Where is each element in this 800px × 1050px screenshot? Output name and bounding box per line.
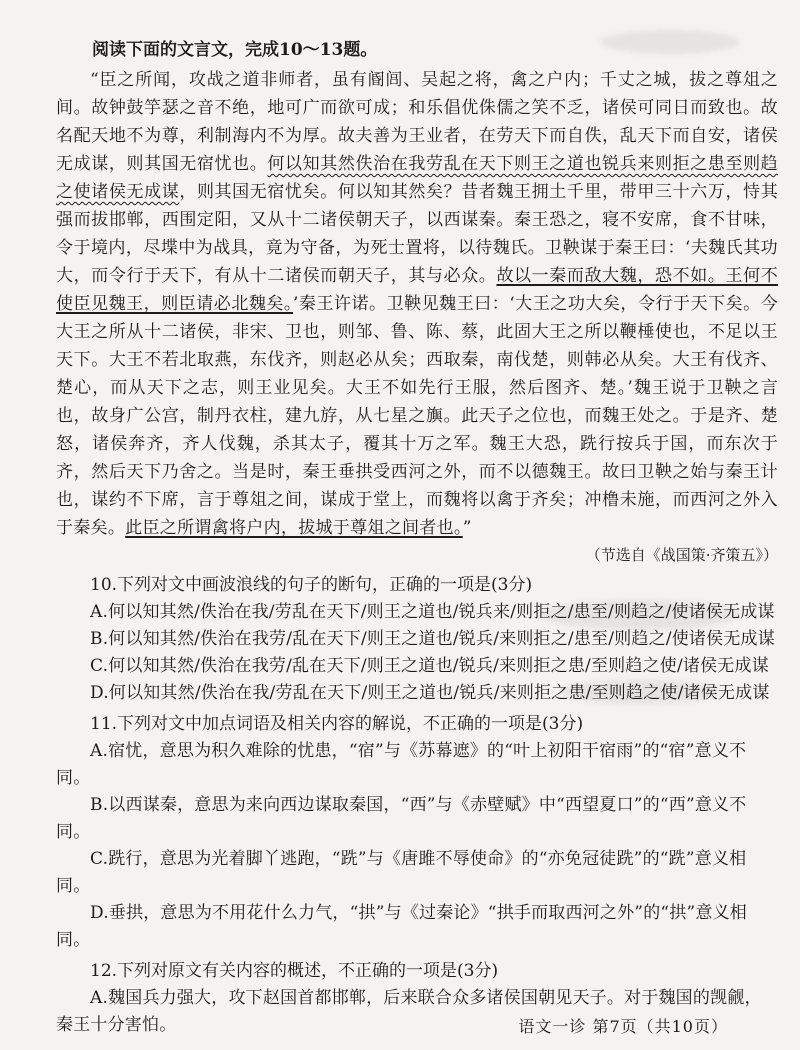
passage-part-2: ，则其国无宿忧矣。何以知其然矣？昔者魏王拥土千里，带甲三十六万，恃其强而拔邯郸，西围定阳，又从十二诸侯朝天子，以西谋秦。秦王恐之，寝不安席，食不甘味，令于境内，尽堞中为战具，竟为守备，为死士置将，以待魏氏。卫鞅谋于秦王曰：‘夫魏氏其功大，而令行于天下，有从十二诸侯而朝天子，其与必众。 <box>56 182 778 286</box>
passage-part-1: “臣之所闻，攻战之道非师者，虽有阍闾、吴起之将，禽之户内；千丈之城，拔之尊俎之间。故钟鼓竽瑟之音不绝，地可广而欲可成；和乐倡优侏儒之笑不乏，诸侯可同日而致也。故名配天地不为尊，利制海内不为厚。故夫善为王业者，在劳天下而自佚，乱天下而自安，诸侯无成谋，则其国无宿忧也。 <box>56 70 778 174</box>
passage-close-quote: ” <box>462 518 472 538</box>
question-stem: 10.下列对文中画波浪线的句子的断句，正确的一项是(3分) <box>90 575 533 595</box>
classical-passage <box>56 66 778 542</box>
option-d: D.何以知其然/佚治在我/劳乱在天下/则王之道也/锐兵/来则拒之患/至则趋之使/诸侯无成谋 <box>90 683 770 703</box>
reading-instruction: 阅读下面的文言文，完成10～13题。 <box>92 40 378 60</box>
option-c: C.何以知其然/佚治在我劳/乱在天下/则王之道也/锐兵/来则拒之患/至则趋之使/诸侯无成谋 <box>90 656 769 676</box>
option-a: A.魏国兵力强大，攻下赵国首都邯郸，后来联合众多诸侯国朝见天子。对于魏国的觊觎，秦王十分害怕。 <box>56 988 762 1035</box>
scan-smudge <box>560 680 720 704</box>
scan-smudge <box>600 30 740 54</box>
scan-smudge <box>540 600 740 630</box>
question-stem: 12.下列对原文有关内容的概述，不正确的一项是(3分) <box>90 961 499 981</box>
passage-source: （节选自《战国策·齐策五》） <box>585 546 778 564</box>
option-b: B.何以知其然/佚治在我劳/乱在天下/则王之道也/锐兵/来则拒之/患至/则趋之/使诸侯无成谋 <box>90 629 775 649</box>
passage-part-3: ’秦王许诺。卫鞅见魏王曰：‘大王之功大矣，令行于天下矣。今大王之所从十二诸侯，非宋、卫也，则邹、鲁、陈、蔡，此固大王之所以鞭棰使也，不足以王天下。大王不若北取燕，东伐齐，则赵必从矣；西取秦，南伐楚，则韩必从矣。大王有伐齐、楚心，而从天下之志，则王业见矣。大王不如先行王服，然后图齐、楚。’魏王说于卫鞅之言也，故身广公宫，制丹衣柱，建九斿，从七星之旟。此天子之位也，而魏王处之。于是齐、楚怒，诸侯奔齐，齐人伐魏，杀其太子，覆其十万之军。魏王大恐，跣行按兵于国，而东次于齐，然后天下乃舍之。当是时，秦王垂拱受西河之外，而不以德魏王。故曰卫鞅之始与秦王计也，谋约不下席，言于尊俎之间，谋成于堂上，而魏将以禽于齐矣；冲橹未施，而西河之外入于秦矣。 <box>56 294 778 538</box>
question-11 <box>56 711 778 954</box>
page-footer: 语文一诊 第7页（共10页） <box>518 1017 728 1036</box>
option-c: C.跣行，意思为光着脚丫逃跑，“跣”与《唐雎不辱使命》的“亦免冠徒跣”的“跣”意义相同。 <box>56 849 747 896</box>
question-stem: 11.下列对文中加点词语及相关内容的解说，不正确的一项是(3分) <box>90 714 584 734</box>
wavy-underlined-sentence: 何以知其然佚治在我劳乱在天下则王之道也锐兵来则拒之患至则趋之使诸侯无成谋 <box>56 154 778 202</box>
option-a: A.宿忧，意思为积久难除的忧患，“宿”与《苏幕遮》的“叶上初阳干宿雨”的“宿”意义不同。 <box>56 741 747 788</box>
option-b: B.以西谋秦，意思为来向西边谋取秦国，“西”与《赤壁赋》中“西望夏口”的“西”意义不同。 <box>56 795 747 842</box>
underlined-sentence-2: 此臣之所谓禽将户内，拔城于尊俎之间者也。 <box>125 518 463 538</box>
underlined-sentence-1: 故以一秦而敌大魏，恐不如。王何不使臣见魏王，则臣请必北魏矣。 <box>56 266 778 314</box>
option-d: D.垂拱，意思为不用花什么力气，“拱”与《过秦论》“拱手而取西河之外”的“拱”意义相同。 <box>56 903 747 950</box>
option-a: A.何以知其然/佚治在我/劳乱在天下/则王之道也/锐兵来/则拒之/患至/则趋之/使诸侯无成谋 <box>90 602 775 622</box>
